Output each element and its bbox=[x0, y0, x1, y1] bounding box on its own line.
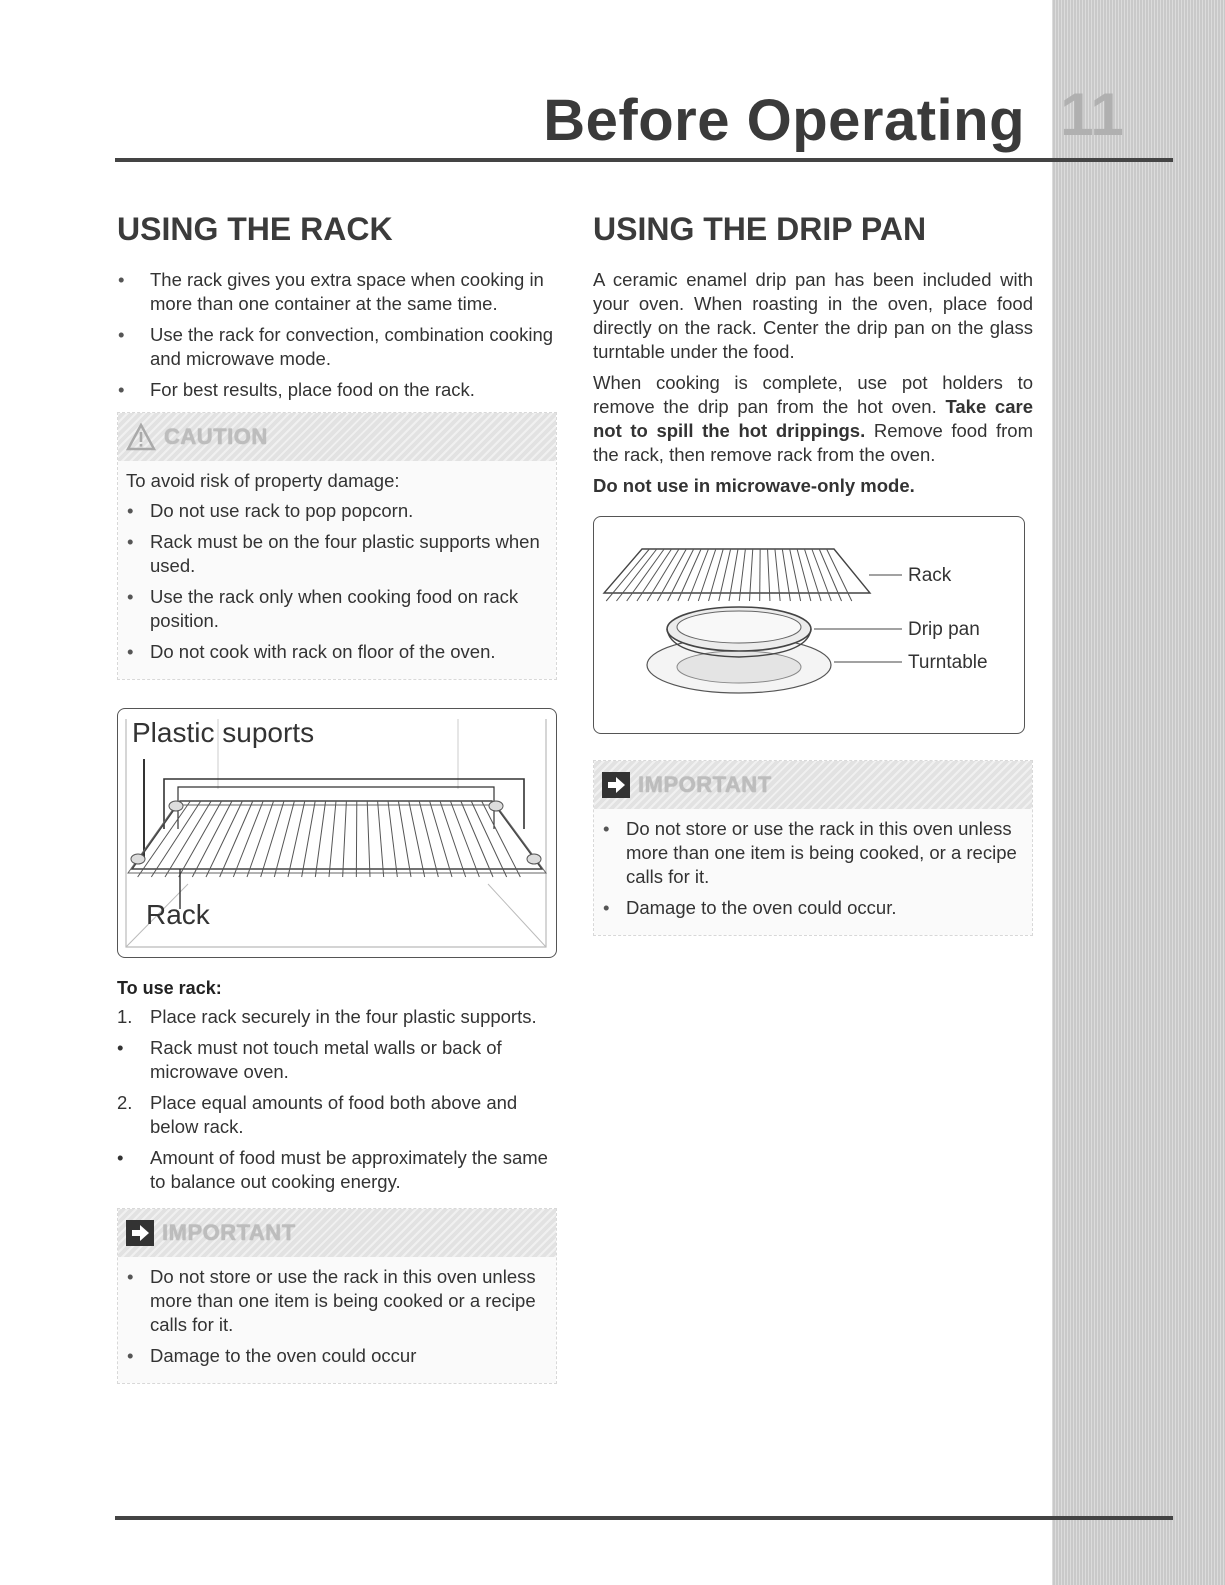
rack-wire bbox=[329, 801, 336, 877]
to-use-rack-title: To use rack: bbox=[117, 978, 222, 998]
plastic-supports-label: Plastic suports bbox=[132, 717, 315, 748]
important-label: IMPORTANT bbox=[162, 1220, 296, 1245]
drip-pan-section bbox=[593, 210, 1033, 936]
important-header bbox=[594, 761, 1032, 809]
rack-wire bbox=[398, 801, 411, 877]
rack-wire bbox=[302, 801, 316, 877]
figure-rack-label: Rack bbox=[908, 565, 952, 586]
warning-icon bbox=[126, 423, 156, 451]
rack-wire bbox=[179, 801, 222, 877]
list-marker: • bbox=[117, 1147, 124, 1168]
caution-header bbox=[118, 413, 556, 461]
list-item bbox=[117, 1036, 557, 1084]
important-body bbox=[594, 809, 1032, 935]
list-item: • Do not store or use the rack in this oven unless more than one item is being cooked, or a recipe calls for it. bbox=[602, 817, 1024, 889]
important-bullets bbox=[126, 1265, 548, 1368]
list-marker: 1. bbox=[117, 1006, 133, 1027]
list-item: • Use the rack for convection, combination cooking and microwave mode. bbox=[117, 323, 557, 371]
important-box-right bbox=[593, 760, 1033, 936]
rack-wire bbox=[192, 801, 232, 877]
caution-label: CAUTION bbox=[164, 424, 268, 449]
rack-wire bbox=[440, 801, 466, 877]
rack-wire bbox=[261, 801, 284, 877]
important-bullets bbox=[602, 817, 1024, 920]
list-item: • The rack gives you extra space when cooking in more than one container at the same time. bbox=[117, 268, 557, 316]
rack-wire bbox=[274, 801, 294, 877]
rack-supports-figure bbox=[117, 708, 557, 958]
drip-pan-warning: Do not use in microwave-only mode. bbox=[593, 475, 915, 496]
list-item: • For best results, place food on the rack. bbox=[117, 378, 557, 402]
para-bold-text: Take care not to spill the hot drippings. bbox=[593, 396, 1033, 441]
rack-wire bbox=[450, 801, 479, 877]
rack-bullets bbox=[117, 268, 557, 402]
arrow-right-icon bbox=[126, 1220, 154, 1246]
list-item bbox=[117, 1091, 557, 1139]
rack-wire bbox=[378, 801, 384, 877]
list-text: Place equal amounts of food both above and below rack. bbox=[150, 1092, 518, 1137]
list-item: • Rack must be on the four plastic supports when used. bbox=[126, 530, 548, 578]
list-marker: 2. bbox=[117, 1092, 133, 1113]
para-text: Remove food from the rack, then remove rack from the oven. bbox=[593, 420, 1033, 465]
list-item: • Use the rack only when cooking food on rack position. bbox=[126, 585, 548, 633]
rack-wire bbox=[288, 801, 305, 877]
chapter-title: Before Operating bbox=[543, 88, 1025, 153]
important-body bbox=[118, 1257, 556, 1383]
footer-rule bbox=[115, 1516, 1173, 1520]
header-rule bbox=[115, 158, 1173, 162]
rack-wire bbox=[343, 801, 347, 877]
drip-pan-para-2 bbox=[593, 371, 1033, 467]
list-item: • Damage to the oven could occur. bbox=[602, 896, 1024, 920]
caution-bullets bbox=[126, 499, 548, 664]
list-item: • Do not use rack to pop popcorn. bbox=[126, 499, 548, 523]
rack-wire bbox=[247, 801, 274, 877]
rack-section bbox=[117, 210, 557, 1384]
figure-drip-pan-label: Drip pan bbox=[908, 619, 980, 640]
page-number: 11 bbox=[1060, 81, 1124, 148]
list-marker: • bbox=[117, 1037, 124, 1058]
important-label: IMPORTANT bbox=[638, 772, 772, 797]
rack-wire bbox=[151, 801, 200, 877]
list-item: • Do not store or use the rack in this oven unless more than one item is being cooked or a recipe calls for it. bbox=[126, 1265, 548, 1337]
rack-wire bbox=[315, 801, 325, 877]
rack-wire bbox=[430, 801, 452, 877]
drip-pan-para-1: A ceramic enamel drip pan has been included with your oven. When roasting in the oven, place food directly on the rack. Center the drip pan on the glass turntable under the food. bbox=[593, 269, 1033, 362]
side-tab bbox=[1052, 0, 1225, 1585]
important-header bbox=[118, 1209, 556, 1257]
para-text: When cooking is complete, use pot holders to remove the drip pan from the hot oven. bbox=[593, 372, 1033, 417]
list-item: • Do not cook with rack on floor of the oven. bbox=[126, 640, 548, 664]
caution-body bbox=[118, 461, 556, 679]
rack-wire bbox=[388, 801, 397, 877]
important-box-left bbox=[117, 1208, 557, 1384]
drip-pan-figure bbox=[593, 516, 1025, 734]
to-use-rack-steps bbox=[117, 1005, 557, 1194]
caution-intro: To avoid risk of property damage: bbox=[126, 470, 400, 491]
list-item bbox=[117, 1146, 557, 1194]
list-text: Amount of food must be approximately the same to balance out cooking energy. bbox=[150, 1147, 548, 1192]
list-item bbox=[117, 1005, 557, 1029]
rack-wire bbox=[367, 801, 370, 877]
caution-box bbox=[117, 412, 557, 680]
list-item: • Damage to the oven could occur bbox=[126, 1344, 548, 1368]
arrow-right-icon bbox=[602, 772, 630, 798]
figure-turntable-label: Turntable bbox=[908, 652, 988, 673]
list-text: Rack must not touch metal walls or back of microwave oven. bbox=[150, 1037, 502, 1082]
drip-pan-section-title: USING THE DRIP PAN bbox=[593, 211, 927, 247]
rack-section-title: USING THE RACK bbox=[117, 211, 393, 247]
list-text: Place rack securely in the four plastic supports. bbox=[150, 1006, 537, 1027]
rack-label: Rack bbox=[146, 899, 210, 930]
